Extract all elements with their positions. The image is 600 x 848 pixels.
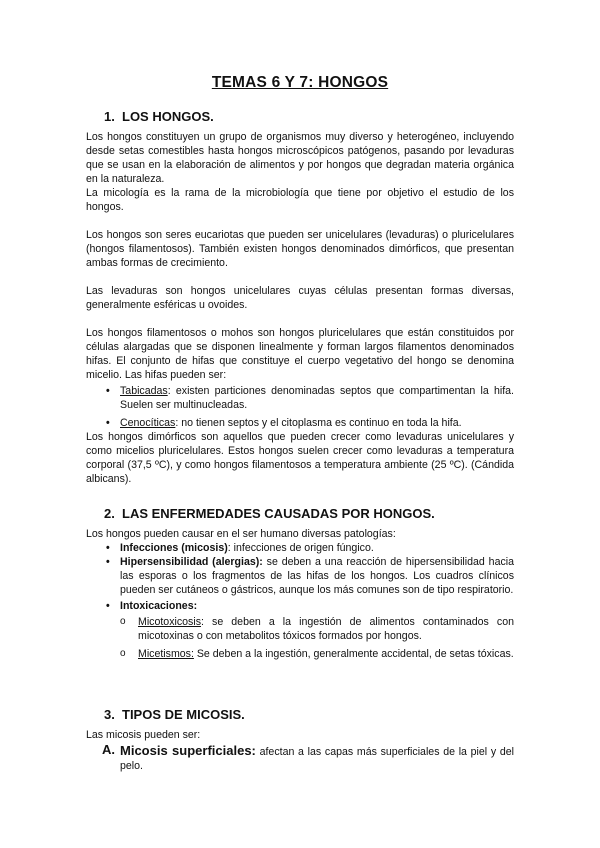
paragraph: Los hongos dimórficos son aquellos que pueden crecer como levaduras unicelulares y como micelios pluricelulares. Estos hongos suelen crecer como levaduras a temperatura corporal (37,5 ºC), y como hongos filamentosos a temperatura ambiente (25 ºC). (Cándida albicans). xyxy=(86,431,514,485)
list-term: Hipersensibilidad (alergias): xyxy=(120,556,263,568)
paragraph: Las levaduras son hongos unicelulares cuyas células presentan formas diversas, generalmente esféricas u ovoides. xyxy=(86,285,514,311)
list-item xyxy=(86,599,514,613)
section-title: LOS HONGOS. xyxy=(122,109,214,124)
paragraph: Las micosis pueden ser: xyxy=(86,729,201,741)
section-enfermedades xyxy=(86,505,514,661)
list-term: Micetismos: xyxy=(138,648,194,660)
list-text: se deben a una reacción de hipersensibilidad hacia las esporas o los fragmentos de las hifas de los hongos. Los cuadros clínicos pueden ser cutáneos o gástricos, aunque los más comunes son de tipo respiratorio. xyxy=(120,556,515,596)
list-text: Se deben a la ingestión, generalmente accidental, de setas tóxicas. xyxy=(193,648,514,660)
document-title: TEMAS 6 Y 7: HONGOS xyxy=(211,74,389,91)
list-term: Cenocíticas xyxy=(120,417,176,429)
section-tipos-micosis xyxy=(86,706,514,773)
section-number: 3. xyxy=(104,707,115,722)
section-title: TIPOS DE MICOSIS. xyxy=(122,707,245,722)
sublist-item xyxy=(86,647,514,661)
list-term: Micotoxicosis xyxy=(138,616,201,628)
list-text: : se deben a la ingestión de alimentos contaminados con micotoxinas o con metabolitos tóxicos formados por hongos. xyxy=(138,616,514,642)
section-number: 2. xyxy=(104,506,115,521)
hifas-list xyxy=(86,384,514,430)
list-term: Tabicadas xyxy=(120,385,168,397)
section-los-hongos xyxy=(86,108,514,486)
list-text: : infecciones de origen fúngico. xyxy=(227,542,374,554)
list-item xyxy=(86,555,514,597)
paragraph: Los hongos son seres eucariotas que pueden ser unicelulares (levaduras) o pluricelulares (hongos filamentosos). También existen hongos denominados dimórficos, que presentan ambas formas de crecimiento. xyxy=(86,229,514,269)
section-title: LAS ENFERMEDADES CAUSADAS POR HONGOS. xyxy=(122,506,435,521)
list-item xyxy=(86,384,514,412)
section-heading xyxy=(104,706,514,724)
list-text: : no tienen septos y el citoplasma es continuo en toda la hifa. xyxy=(175,417,462,429)
sublist-item xyxy=(86,615,514,643)
paragraph: La micología es la rama de la microbiología que tiene por objetivo el estudio de los hongos. xyxy=(86,187,514,213)
list-term: Intoxicaciones: xyxy=(120,600,198,612)
section-heading xyxy=(104,505,514,523)
paragraph: Los hongos constituyen un grupo de organismos muy diverso y heterogéneo, incluyendo desde setas comestibles hasta hongos microscópicos patógenos, pasando por levaduras que se usan en la elaboración de alimentos y por hongos que degradan materia orgánica en la naturaleza. xyxy=(86,131,514,185)
list-item xyxy=(86,416,514,430)
lettered-item xyxy=(86,744,514,773)
item-text: afectan a las capas más superficiales de la piel y del pelo. xyxy=(120,746,514,772)
pathologies-list xyxy=(86,541,514,613)
list-item xyxy=(86,541,514,555)
list-text: : existen particiones denominadas septos que compartimentan la hifa. Suelen ser multinucleadas. xyxy=(120,385,514,411)
paragraph: Los hongos filamentosos o mohos son hongos pluricelulares que están constituidos por células alargadas que se disponen linealmente y forman largos filamentos denominados hifas. El conjunto de hifas que constituye el cuerpo vegetativo del hongo se denomina micelio. Las hifas pueden ser: xyxy=(86,327,514,381)
section-number: 1. xyxy=(104,109,115,124)
intoxications-sublist xyxy=(86,615,514,661)
paragraph: Los hongos pueden causar en el ser humano diversas patologías: xyxy=(86,528,396,540)
item-term: Micosis superficiales: xyxy=(120,743,256,758)
item-letter: A. xyxy=(102,742,115,757)
list-term: Infecciones (micosis) xyxy=(120,542,228,554)
section-heading xyxy=(104,108,514,126)
